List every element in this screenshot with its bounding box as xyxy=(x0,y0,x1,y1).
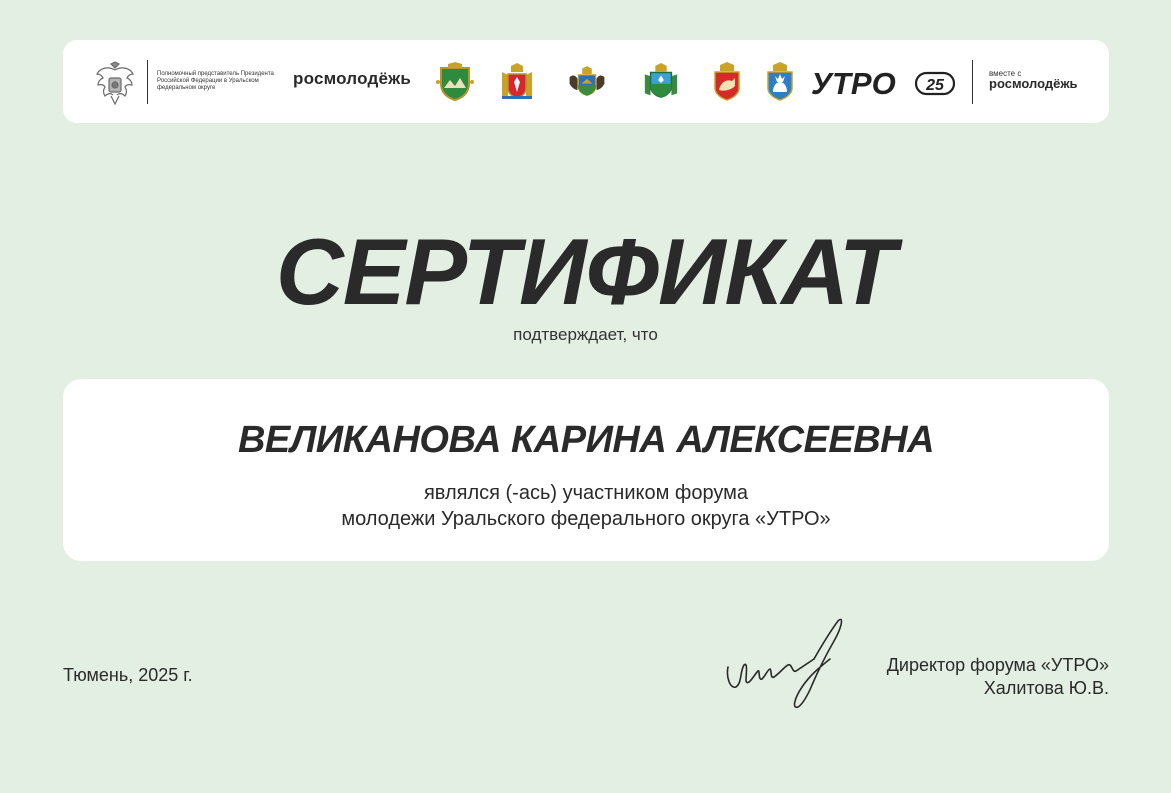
participation-description xyxy=(63,480,1109,532)
header-logo-bar xyxy=(63,40,1109,123)
gov-representative-text: Полномочный представитель Президента Российской Федерации в Уральском федеральном округе xyxy=(157,71,274,92)
certificate-title: СЕРТИФИКАТ xyxy=(275,219,896,324)
tyumen-coat-of-arms-icon xyxy=(568,62,606,102)
kurgan-coat-of-arms-icon xyxy=(436,62,474,102)
director-signature xyxy=(722,615,848,711)
rosmolodezh-logo: росмолодёжь xyxy=(293,69,411,88)
utro-forum-logo xyxy=(811,64,957,102)
chelyabinsk-coat-of-arms-icon xyxy=(708,62,746,102)
svg-text:УТРО: УТРО xyxy=(811,66,896,101)
yanao-coat-of-arms-icon xyxy=(761,62,799,102)
director-block xyxy=(887,654,1109,700)
confirms-text: подтверждает, что xyxy=(513,325,658,344)
khmao-coat-of-arms-icon xyxy=(642,62,680,102)
recipient-card xyxy=(63,379,1109,561)
with-rosmolodezh-text xyxy=(989,69,1078,91)
description-line-2: молодежи Уральского федерального округа «УТРО» xyxy=(341,508,831,530)
director-name: Халитова Ю.В. xyxy=(983,678,1109,698)
svg-text:25: 25 xyxy=(926,77,944,94)
russia-emblem-icon xyxy=(94,60,136,106)
with-brand-label: росмолодёжь xyxy=(989,76,1078,91)
recipient-name: ВЕЛИКАНОВА КАРИНА АЛЕКСЕЕВНА xyxy=(237,419,935,461)
description-line-1: являлся (-ась) участником форума xyxy=(423,482,749,504)
header-divider xyxy=(147,60,148,104)
director-title: Директор форума «УТРО» xyxy=(886,655,1109,675)
header-divider-right xyxy=(972,60,973,104)
city-date: Тюмень, 2025 г. xyxy=(63,665,193,685)
with-label: вместе с xyxy=(989,69,1022,78)
sverdlovsk-coat-of-arms-icon xyxy=(498,62,536,102)
